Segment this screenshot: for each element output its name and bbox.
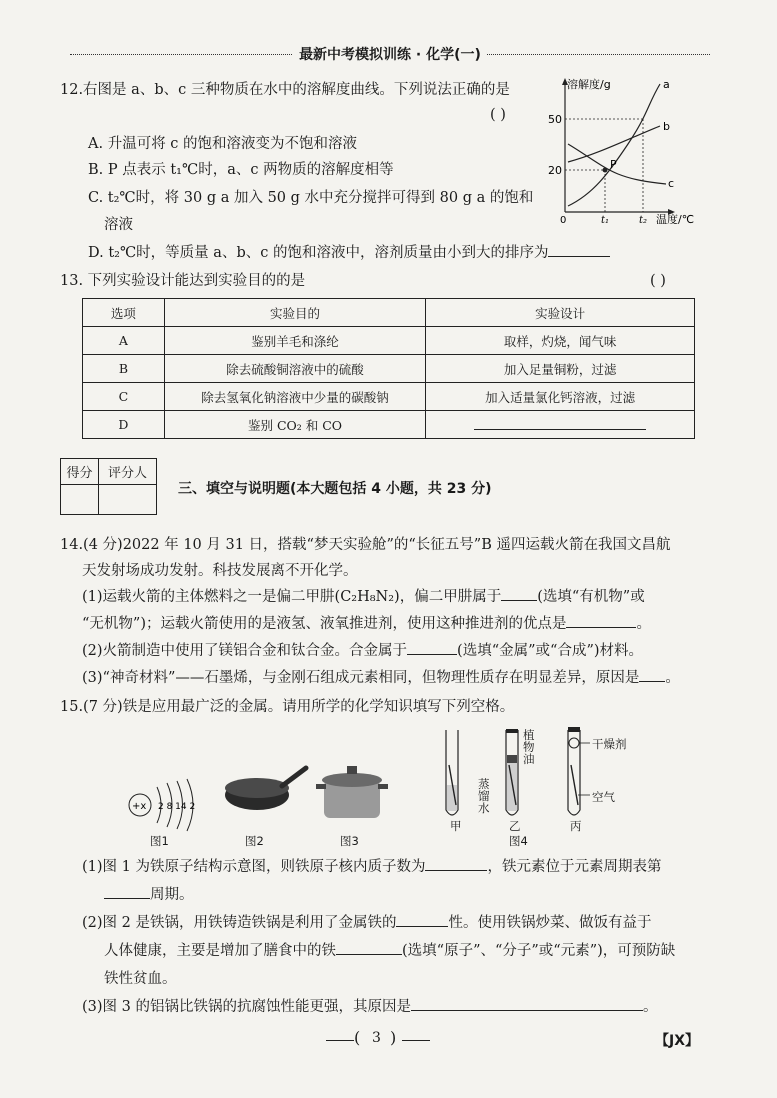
table-cell: B bbox=[83, 355, 165, 383]
iron-wok-image bbox=[222, 760, 312, 820]
q12-option-c: C. t₂℃时，将 30 g a 加入 50 g 水中充分搅拌可得到 80 g a 的饱和 bbox=[88, 190, 534, 206]
graph-t1: t₁ bbox=[601, 215, 610, 224]
q14-line1: 14.(4 分)2022 年 10 月 31 日，搭载“梦天实验舱”的“长征五号”B 遥四运载火箭在我国文昌航 bbox=[60, 537, 671, 553]
q14-part1-cont: “无机物”)；运载火箭使用的是液氢、液氧推进剂，使用这种推进剂的优点是 。 bbox=[82, 616, 651, 632]
table-cell: 加入适量氯化钙溶液，过滤 bbox=[426, 383, 695, 411]
tube-bing-label: 丙 bbox=[570, 819, 582, 833]
desiccant-label: 干燥剂 bbox=[592, 737, 627, 751]
edition-tag: 【JX】 bbox=[655, 1033, 700, 1049]
table-row bbox=[83, 411, 695, 439]
q15-part2-cont: 人体健康，主要是增加了膳食中的铁 (选填“原子”、“分子”或“元素”)，可预防缺 bbox=[104, 943, 676, 959]
curve-c bbox=[568, 144, 666, 184]
q15-stem: 15.(7 分)铁是应用最广泛的金属。请用所学的化学知识填写下列空格。 bbox=[60, 699, 515, 715]
label-b: b bbox=[663, 120, 670, 133]
tube-yi-label: 乙 bbox=[509, 819, 521, 833]
section-3-title: 三、填空与说明题(本大题包括 4 小题，共 23 分) bbox=[178, 481, 492, 497]
atom-shells: 2 8 14 2 bbox=[158, 802, 196, 812]
q12-stem: 12.右图是 a、b、c 三种物质在水中的溶解度曲线。下列说法正确的是 bbox=[60, 82, 510, 98]
label-a: a bbox=[663, 78, 670, 91]
table-row bbox=[83, 327, 695, 355]
q13-d-blank bbox=[474, 416, 646, 430]
score-cell bbox=[61, 485, 99, 515]
label-p: P bbox=[610, 158, 617, 171]
q15-blank-2 bbox=[104, 885, 150, 899]
iron-atom-diagram bbox=[125, 775, 215, 835]
table-cell: 取样，灼烧，闻气味 bbox=[426, 327, 695, 355]
table-cell: 加入足量铜粉，过滤 bbox=[426, 355, 695, 383]
q13-stem: 13. 下列实验设计能达到实验目的的是 bbox=[60, 273, 306, 289]
q13-answer-paren: ( ) bbox=[650, 273, 666, 289]
page-number-box: ( 3 ) bbox=[326, 1028, 436, 1050]
aluminum-pot-image bbox=[314, 760, 394, 825]
q15-blank-4 bbox=[336, 941, 402, 955]
header-title: 最新中考模拟训练 · 化学(一) bbox=[293, 44, 487, 64]
water-label: 蒸馏水 bbox=[478, 777, 490, 815]
label-c: c bbox=[668, 177, 675, 190]
atom-core: +x bbox=[132, 801, 147, 812]
q12-option-a: A. 升温可将 c 的饱和溶液变为不饱和溶液 bbox=[88, 136, 358, 152]
q14-line2: 天发射场成功发射。科技发展离不开化学。 bbox=[82, 563, 358, 579]
oil-label: 植物油 bbox=[523, 728, 535, 766]
q14-blank-4 bbox=[639, 668, 665, 682]
table-cell: 鉴别 CO₂ 和 CO bbox=[164, 411, 425, 439]
table-header: 选项 bbox=[83, 299, 165, 327]
graph-xlabel: 温度/℃ bbox=[656, 213, 695, 224]
q15-blank-1 bbox=[425, 857, 487, 871]
experiment-table bbox=[82, 298, 695, 439]
air-label: 空气 bbox=[592, 790, 615, 804]
q15-part2: (2)图 2 是铁锅，用铁铸造铁锅是利用了金属铁的 性。使用铁锅炒菜、做饭有益于 bbox=[82, 915, 652, 931]
fig4-label: 图4 bbox=[509, 834, 528, 848]
table-cell: D bbox=[83, 411, 165, 439]
score-box bbox=[60, 458, 157, 515]
q12-d-blank bbox=[548, 243, 610, 257]
q14-blank-2 bbox=[566, 614, 636, 628]
q15-part1-cont: 周期。 bbox=[104, 885, 194, 905]
q12-answer-paren: ( ) bbox=[490, 107, 506, 123]
q15-part2-end: 铁性贫血。 bbox=[104, 971, 177, 987]
q12-option-c-cont: 溶液 bbox=[104, 217, 133, 233]
graph-y50: 50 bbox=[548, 113, 562, 126]
fig3-label: 图3 bbox=[340, 834, 359, 848]
table-cell: 鉴别羊毛和涤纶 bbox=[164, 327, 425, 355]
q12-option-d: D. t₂℃时，等质量 a、b、c 的饱和溶液中，溶剂质量由小到大的排序为 bbox=[88, 243, 610, 263]
page-header bbox=[70, 44, 710, 64]
graph-t2: t₂ bbox=[639, 215, 648, 224]
page-number: 3 bbox=[372, 1030, 381, 1046]
table-row bbox=[83, 355, 695, 383]
q14-part1: (1)运载火箭的主体燃料之一是偏二甲肼(C₂H₈N₂)，偏二甲肼属于 (选填“有机物”或 bbox=[82, 589, 645, 605]
tube-jia-label: 甲 bbox=[450, 819, 462, 833]
graph-origin: 0 bbox=[560, 215, 567, 224]
solubility-graph bbox=[548, 74, 708, 224]
table-cell-blank bbox=[426, 411, 695, 439]
curve-b bbox=[568, 126, 660, 162]
point-p bbox=[603, 168, 608, 173]
fig2-label: 图2 bbox=[245, 834, 264, 848]
table-header: 实验设计 bbox=[426, 299, 695, 327]
table-cell: 除去氢氧化钠溶液中少量的碳酸钠 bbox=[164, 383, 425, 411]
q12-option-b: B. P 点表示 t₁℃时，a、c 两物质的溶解度相等 bbox=[88, 162, 394, 178]
q15-part1: (1)图 1 为铁原子结构示意图，则铁原子核内质子数为 ，铁元素位于元素周期表第 bbox=[82, 859, 662, 875]
graph-y20: 20 bbox=[548, 164, 562, 177]
fig1-label: 图1 bbox=[150, 834, 169, 848]
table-header-row bbox=[83, 299, 695, 327]
q15-blank-5 bbox=[411, 997, 643, 1011]
q14-part2: (2)火箭制造中使用了镁铝合金和钛合金。合金属于 (选填“金属”或“合成”)材料。 bbox=[82, 643, 644, 659]
table-cell: 除去硫酸铜溶液中的硫酸 bbox=[164, 355, 425, 383]
q14-blank-1 bbox=[501, 587, 537, 601]
grader-label: 评分人 bbox=[99, 459, 157, 485]
grader-cell bbox=[99, 485, 157, 515]
table-header: 实验目的 bbox=[164, 299, 425, 327]
q14-blank-3 bbox=[407, 641, 457, 655]
graph-ylabel: 溶解度/g bbox=[567, 78, 611, 91]
score-label: 得分 bbox=[61, 459, 99, 485]
q15-blank-3 bbox=[396, 913, 448, 927]
table-row bbox=[83, 383, 695, 411]
table-cell: C bbox=[83, 383, 165, 411]
table-cell: A bbox=[83, 327, 165, 355]
q15-part3: (3)图 3 的铝锅比铁锅的抗腐蚀性能更强，其原因是 。 bbox=[82, 999, 658, 1015]
q14-part3: (3)“神奇材料”——石墨烯，与金刚石组成元素相同，但物理性质存在明显差异，原因是 。 bbox=[82, 670, 680, 686]
